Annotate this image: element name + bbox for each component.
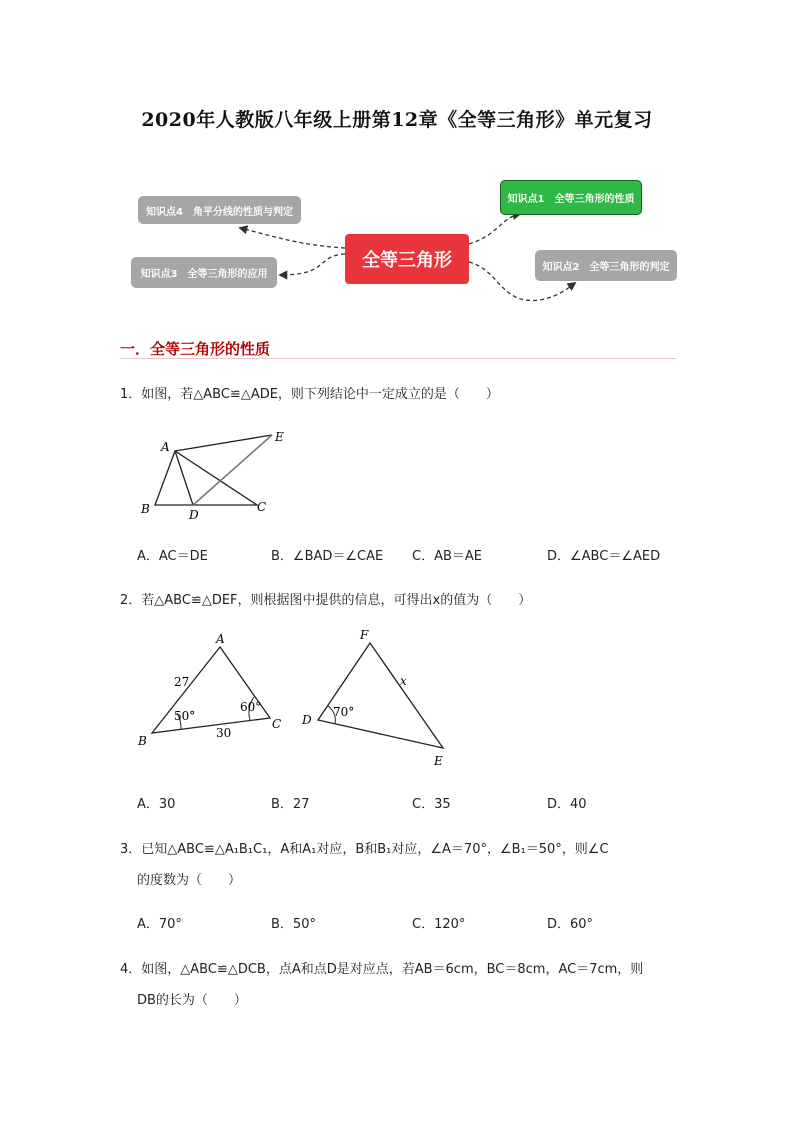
fig1-label-E: E [275, 430, 284, 444]
question-1-text: 1．如图，若△ABC≌△ADE，则下列结论中一定成立的是（ ） [120, 387, 499, 402]
section-divider [120, 358, 676, 359]
fig2-label-F: F [360, 628, 369, 642]
question-1-option-d: D．∠ABC＝∠AED [547, 549, 661, 564]
section-title: 一．全等三角形的性质 [120, 340, 271, 358]
page-title: 2020年人教版八年级上册第12章《全等三角形》单元复习 [141, 109, 653, 131]
question-2-text: 2．若△ABC≌△DEF，则根据图中提供的信息，可得出x的值为（ ） [120, 593, 532, 608]
fig1-label-C: C [257, 500, 267, 514]
fig2-label-50deg: 50° [174, 709, 196, 723]
question-2-option-a: A．30 [137, 797, 176, 812]
mindmap-node-3: 知识点3 全等三角形的应用 [131, 257, 277, 288]
question-4-text-line1: 4．如图，△ABC≌△DCB，点A和点D是对应点，若AB＝6cm，BC＝8cm，AC＝7cm，则 [120, 962, 644, 977]
fig2-label-B: B [138, 734, 147, 748]
fig2-label-C: C [272, 717, 282, 731]
question-2-figure [130, 625, 460, 775]
fig1-label-D: D [189, 508, 199, 522]
mindmap-node-1: 知识点1 全等三角形的性质 [500, 180, 642, 215]
question-2-option-c: C．35 [412, 797, 451, 812]
question-1-figure [135, 425, 295, 525]
question-1-option-a: A．AC＝DE [137, 549, 208, 564]
question-2-option-d: D．40 [547, 797, 587, 812]
fig2-label-x: x [400, 674, 407, 688]
fig2-label-70deg: 70° [333, 705, 355, 719]
mindmap-center-node: 全等三角形 [345, 234, 469, 284]
question-3-option-d: D．60° [547, 917, 594, 932]
question-1-option-c: C．AB＝AE [412, 549, 482, 564]
question-3-option-b: B．50° [271, 917, 316, 932]
mindmap-node-4: 知识点4 角平分线的性质与判定 [138, 196, 301, 224]
fig2-label-D: D [302, 713, 312, 727]
fig1-label-B: B [141, 502, 150, 516]
question-3-text-line2: 的度数为（ ） [137, 873, 242, 888]
fig1-label-A: A [161, 440, 170, 454]
question-1-option-b: B．∠BAD＝∠CAE [271, 549, 384, 564]
question-4-text-line2: DB的长为（ ） [137, 993, 247, 1008]
question-2-option-b: B．27 [271, 797, 310, 812]
fig2-label-60deg: 60° [240, 700, 262, 714]
fig2-label-27: 27 [174, 675, 190, 689]
question-3-option-a: A．70° [137, 917, 182, 932]
fig2-label-E: E [434, 754, 443, 768]
question-3-option-c: C．120° [412, 917, 466, 932]
fig2-label-A: A [216, 632, 225, 646]
question-3-text-line1: 3．已知△ABC≌△A₁B₁C₁，A和A₁对应，B和B₁对应，∠A＝70°，∠B₁＝50°，则∠C [120, 842, 609, 857]
mindmap-node-2: 知识点2 全等三角形的判定 [535, 250, 677, 281]
fig2-label-30: 30 [216, 726, 232, 740]
